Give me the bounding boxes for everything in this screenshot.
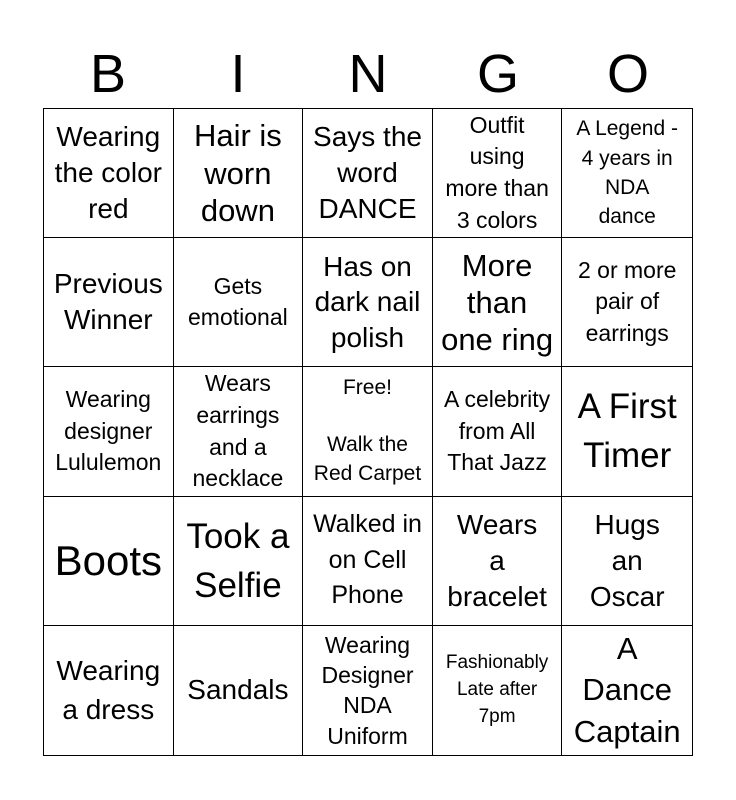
bingo-cell[interactable] xyxy=(174,367,304,496)
cell-label: Took a Selfie xyxy=(186,516,290,605)
bingo-cell[interactable] xyxy=(44,238,174,367)
bingo-cell[interactable] xyxy=(433,626,563,755)
bingo-cell[interactable] xyxy=(562,626,692,755)
bingo-cell[interactable] xyxy=(174,497,304,626)
bingo-cell[interactable] xyxy=(44,626,174,755)
cell-label: A First Timer xyxy=(577,387,677,476)
cell-label: Wears earrings and a necklace xyxy=(192,370,284,492)
bingo-cell[interactable] xyxy=(433,497,563,626)
cell-label: Outfit using more than 3 colors xyxy=(445,111,549,233)
header-letter-i: I xyxy=(230,44,246,104)
cell-label: Boots xyxy=(54,536,162,584)
bingo-cell[interactable] xyxy=(303,626,433,755)
cell-label: A Dance Captain xyxy=(573,630,681,750)
bingo-board xyxy=(43,108,693,756)
cell-label: Says the word DANCE xyxy=(313,121,422,224)
header-letter-o: O xyxy=(606,44,649,104)
free-space-cell[interactable] xyxy=(303,367,433,496)
bingo-cell[interactable] xyxy=(44,497,174,626)
cell-label: A Legend - 4 years in NDA dance xyxy=(576,117,678,229)
bingo-cell[interactable] xyxy=(44,367,174,496)
cell-label: Gets emotional xyxy=(188,272,288,331)
header-letter-g: G xyxy=(476,44,519,104)
cell-label: 2 or more pair of earrings xyxy=(577,256,677,347)
cell-label: Hair is worn down xyxy=(193,118,282,228)
cell-label: Wearing Designer NDA Uniform xyxy=(321,631,414,749)
bingo-cell[interactable] xyxy=(174,238,304,367)
cell-label: Wearing the color red xyxy=(54,121,162,224)
header-letter-n: N xyxy=(348,44,388,104)
cell-label: More than one ring xyxy=(441,247,554,357)
cell-label: Has on dark nail polish xyxy=(314,250,421,354)
cell-label: Previous Winner xyxy=(53,268,163,336)
bingo-cell[interactable] xyxy=(562,367,692,496)
cell-label: A celebrity from All That Jazz xyxy=(444,385,551,476)
cell-label: Fashionably Late after 7pm xyxy=(445,651,549,727)
free-space-label: Free! Walk the Red Carpet xyxy=(313,375,422,486)
bingo-cell[interactable] xyxy=(433,109,563,238)
cell-label: Sandals xyxy=(187,674,289,706)
cell-label: Walked in on Cell Phone xyxy=(313,510,422,610)
bingo-cell[interactable] xyxy=(303,109,433,238)
cell-label: Wearing a dress xyxy=(56,655,161,726)
bingo-cell[interactable] xyxy=(562,497,692,626)
bingo-cell[interactable] xyxy=(174,626,304,755)
bingo-cell[interactable] xyxy=(433,367,563,496)
bingo-cell[interactable] xyxy=(303,497,433,626)
bingo-cell[interactable] xyxy=(562,238,692,367)
cell-label: Wears a bracelet xyxy=(447,508,547,612)
bingo-cell[interactable] xyxy=(303,238,433,367)
bingo-cell[interactable] xyxy=(433,238,563,367)
header-letter-b: B xyxy=(89,44,127,104)
cell-label: Wearing designer Lululemon xyxy=(55,385,162,476)
bingo-cell[interactable] xyxy=(44,109,174,238)
bingo-cell[interactable] xyxy=(562,109,692,238)
bingo-header xyxy=(43,40,693,108)
cell-label: Hugs an Oscar xyxy=(589,508,665,612)
bingo-cell[interactable] xyxy=(174,109,304,238)
